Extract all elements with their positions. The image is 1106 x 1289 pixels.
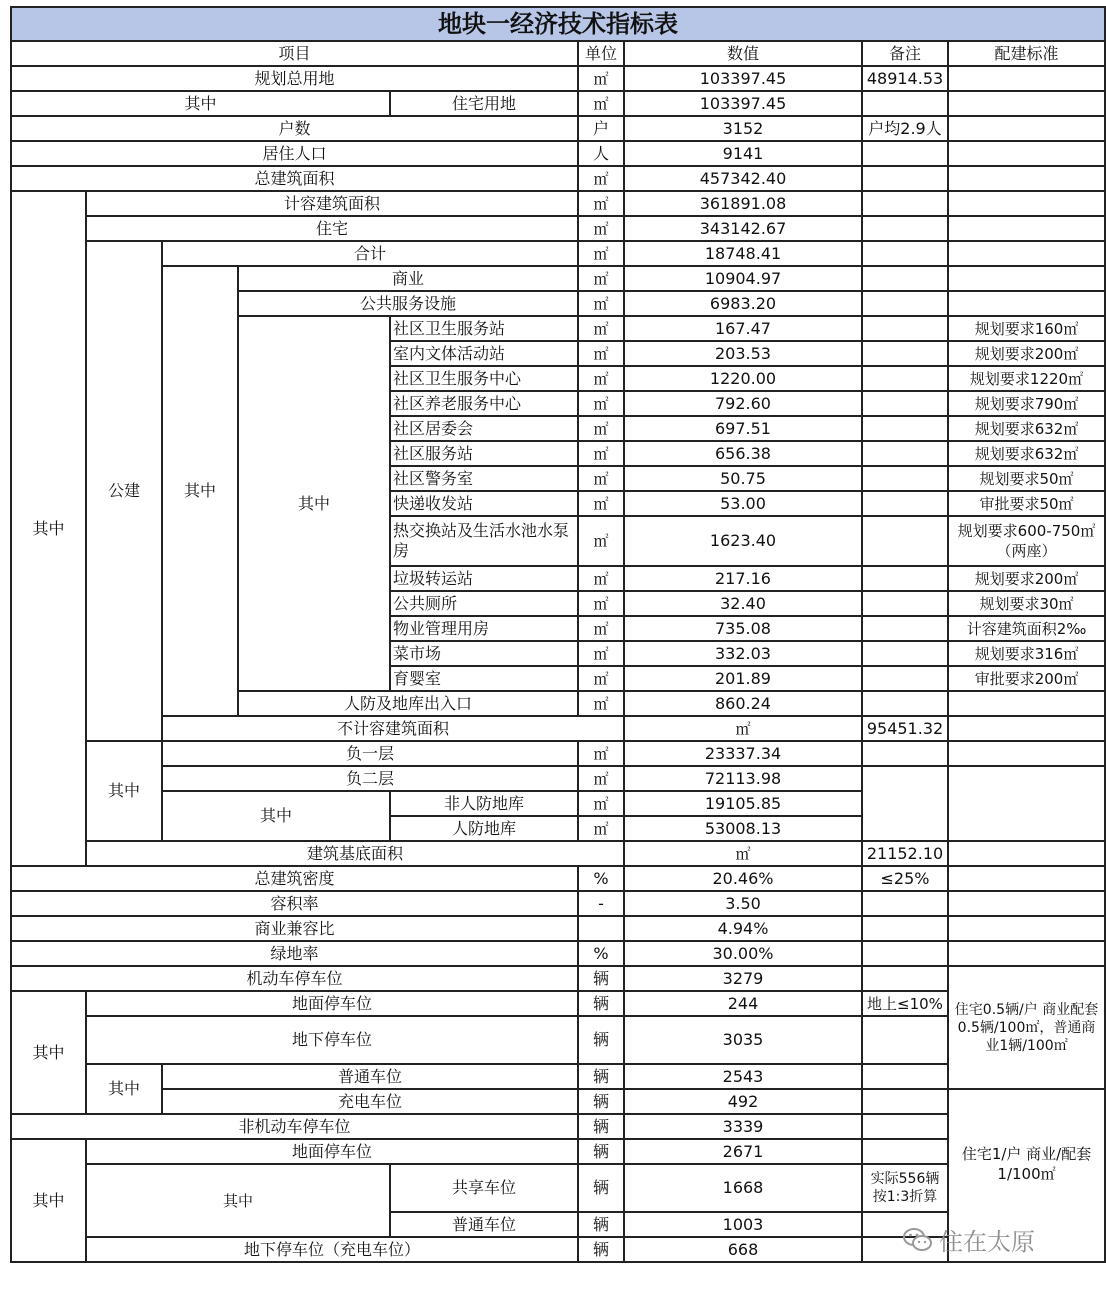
empty-cell <box>948 116 1105 141</box>
table-cell: 规划要求200㎡ <box>948 566 1105 591</box>
empty-cell <box>862 266 948 291</box>
table-cell: ㎡ <box>578 366 624 391</box>
table-cell: 计容建筑面积 <box>86 191 578 216</box>
table-cell: 244 <box>624 991 862 1016</box>
table-cell: ㎡ <box>578 491 624 516</box>
table-cell: 其中 <box>11 991 86 1114</box>
empty-cell <box>862 1016 948 1064</box>
table-cell: 6983.20 <box>624 291 862 316</box>
table-row <box>11 1016 1105 1064</box>
table-cell: 共享车位 <box>390 1164 578 1212</box>
table-cell: ㎡ <box>578 91 624 116</box>
table-cell: 室内文体活动站 <box>390 341 578 366</box>
table-row <box>11 141 1105 166</box>
table-row <box>11 1114 1105 1139</box>
table-cell: 其中 <box>162 266 238 716</box>
table-cell: 668 <box>624 1237 862 1262</box>
empty-cell <box>862 166 948 191</box>
empty-cell <box>948 166 1105 191</box>
wechat-icon <box>903 1227 933 1253</box>
table-cell: 人防及地库出入口 <box>238 691 578 716</box>
table-cell: 公建 <box>86 241 162 741</box>
table-cell: 2671 <box>624 1139 862 1164</box>
table-cell: 20.46% <box>624 866 862 891</box>
table-row <box>11 716 1105 741</box>
table-cell: 辆 <box>578 966 624 991</box>
table-cell: 规划总用地 <box>11 66 578 91</box>
table-row <box>11 741 1105 766</box>
empty-cell <box>948 91 1105 116</box>
table-cell: 辆 <box>578 1089 624 1114</box>
table-cell: 792.60 <box>624 391 862 416</box>
table-cell: 商业兼容比 <box>11 916 578 941</box>
empty-cell <box>862 1114 948 1139</box>
table-cell: 人 <box>578 141 624 166</box>
table-cell: ㎡ <box>578 741 624 766</box>
table-cell: 其中 <box>162 791 390 841</box>
nonmotor-standard-text: 住宅1/户 商业/配套1/100㎡ <box>961 1144 1092 1183</box>
table-cell: 社区服务站 <box>390 441 578 466</box>
table-row <box>11 116 1105 141</box>
table-cell: 计容建筑面积2‰ <box>948 616 1105 641</box>
table-cell: 规划要求160㎡ <box>948 316 1105 341</box>
table-cell: ㎡ <box>578 66 624 91</box>
table-cell: 19105.85 <box>624 791 862 816</box>
table-row <box>11 1089 1105 1114</box>
table-cell: 167.47 <box>624 316 862 341</box>
table-cell: 辆 <box>578 1114 624 1139</box>
table-cell: 1003 <box>624 1212 862 1237</box>
table-row <box>11 916 1105 941</box>
empty-cell <box>862 1089 948 1114</box>
empty-cell <box>862 966 948 991</box>
empty-cell <box>862 766 948 841</box>
table-cell: ㎡ <box>578 816 624 841</box>
table-cell: 其中 <box>11 1139 86 1262</box>
table-cell: 103397.45 <box>624 91 862 116</box>
table-cell: 2543 <box>624 1064 862 1089</box>
table-cell: % <box>578 941 624 966</box>
table-cell: ㎡ <box>578 516 624 566</box>
table-cell: 217.16 <box>624 566 862 591</box>
table-cell: 不计容建筑面积 <box>162 716 624 741</box>
table-cell: 72113.98 <box>624 766 862 791</box>
table-cell: 203.53 <box>624 341 862 366</box>
table-cell: 公共厕所 <box>390 591 578 616</box>
table-cell: 332.03 <box>624 641 862 666</box>
table-cell: 4.94% <box>624 916 862 941</box>
table-cell: 18748.41 <box>624 241 862 266</box>
table-row <box>11 1139 1105 1164</box>
table-row <box>11 1164 1105 1212</box>
table-cell: 育婴室 <box>390 666 578 691</box>
table-cell: ㎡ <box>578 616 624 641</box>
table-cell: 非机动车停车位 <box>11 1114 578 1139</box>
table-cell: 负一层 <box>162 741 578 766</box>
table-cell: ㎡ <box>578 566 624 591</box>
table-cell: 其中 <box>86 1064 162 1114</box>
table-cell: 95451.32 <box>862 716 948 741</box>
table-cell: 103397.45 <box>624 66 862 91</box>
empty-cell <box>948 866 1105 891</box>
table-cell: 1220.00 <box>624 366 862 391</box>
table-row <box>11 166 1105 191</box>
table-cell: ㎡ <box>578 416 624 441</box>
table-cell: ㎡ <box>578 241 624 266</box>
empty-cell <box>948 266 1105 291</box>
table-cell: 社区卫生服务中心 <box>390 366 578 391</box>
table-cell: 其中 <box>11 91 390 116</box>
empty-cell <box>948 916 1105 941</box>
table-cell: 30.00% <box>624 941 862 966</box>
table-cell: ㎡ <box>578 591 624 616</box>
table-cell: 53.00 <box>624 491 862 516</box>
table-cell: 地面停车位 <box>86 1139 578 1164</box>
empty-cell <box>862 666 948 691</box>
table-cell: ㎡ <box>578 166 624 191</box>
table-cell: ㎡ <box>578 766 624 791</box>
empty-cell <box>948 941 1105 966</box>
table-cell: 辆 <box>578 1139 624 1164</box>
indicator-table-sheet <box>10 6 1099 1280</box>
table-cell: 361891.08 <box>624 191 862 216</box>
table-cell: 3279 <box>624 966 862 991</box>
table-cell: 非人防地库 <box>390 791 578 816</box>
table-cell: 居住人口 <box>11 141 578 166</box>
table-cell: ㎡ <box>578 316 624 341</box>
table-cell: 规划要求632㎡ <box>948 416 1105 441</box>
table-cell: ㎡ <box>578 391 624 416</box>
empty-cell <box>948 291 1105 316</box>
table-cell: 社区卫生服务站 <box>390 316 578 341</box>
empty-cell <box>862 291 948 316</box>
empty-cell <box>862 366 948 391</box>
empty-cell <box>862 341 948 366</box>
table-cell: 1668 <box>624 1164 862 1212</box>
empty-cell <box>862 616 948 641</box>
table-cell: 3035 <box>624 1016 862 1064</box>
table-cell: 9141 <box>624 141 862 166</box>
empty-cell <box>862 466 948 491</box>
header-standard: 配建标准 <box>948 41 1105 66</box>
table-cell: 机动车停车位 <box>11 966 578 991</box>
table-cell: 负二层 <box>162 766 578 791</box>
table-row <box>11 266 1105 291</box>
indicator-table <box>10 6 1106 1263</box>
table-cell: 地上≤10% <box>862 991 948 1016</box>
table-cell: 10904.97 <box>624 266 862 291</box>
table-cell: 户均2.9人 <box>862 116 948 141</box>
header-row <box>11 41 1105 66</box>
table-cell: 201.89 <box>624 666 862 691</box>
table-cell: ㎡ <box>578 266 624 291</box>
empty-cell <box>948 891 1105 916</box>
table-cell: 住宅 <box>86 216 578 241</box>
table-cell: ㎡ <box>578 291 624 316</box>
table-cell: 457342.40 <box>624 166 862 191</box>
empty-cell <box>948 141 1105 166</box>
table-cell: 社区警务室 <box>390 466 578 491</box>
table-cell: 其中 <box>86 741 162 841</box>
table-cell: ㎡ <box>578 191 624 216</box>
table-row <box>11 766 1105 791</box>
table-cell: 48914.53 <box>862 66 948 91</box>
empty-cell <box>948 766 1105 841</box>
table-row <box>11 966 1105 991</box>
table-cell: 21152.10 <box>862 841 948 866</box>
table-row <box>11 191 1105 216</box>
table-cell: 规划要求200㎡ <box>948 341 1105 366</box>
empty-cell <box>862 941 948 966</box>
table-cell: 审批要求50㎡ <box>948 491 1105 516</box>
empty-cell <box>862 441 948 466</box>
table-cell: 绿地率 <box>11 941 578 966</box>
table-cell: 合计 <box>162 241 578 266</box>
table-cell: 规划要求30㎡ <box>948 591 1105 616</box>
empty-cell <box>862 1139 948 1164</box>
table-cell: ≤25% <box>862 866 948 891</box>
table-row <box>11 841 1105 866</box>
empty-cell <box>862 416 948 441</box>
table-cell: 总建筑密度 <box>11 866 578 891</box>
empty-cell <box>862 141 948 166</box>
table-cell: 普通车位 <box>162 1064 578 1089</box>
empty-cell <box>948 841 1105 866</box>
table-cell: 规划要求632㎡ <box>948 441 1105 466</box>
empty-cell <box>948 716 1105 741</box>
table-cell: 23337.34 <box>624 741 862 766</box>
watermark <box>903 1222 1035 1257</box>
table-cell: 50.75 <box>624 466 862 491</box>
table-cell: 热交换站及生活水池水泵房 <box>390 516 578 566</box>
table-cell: 规划要求50㎡ <box>948 466 1105 491</box>
table-row <box>11 866 1105 891</box>
empty-cell <box>862 691 948 716</box>
empty-cell <box>948 216 1105 241</box>
empty-cell <box>948 241 1105 266</box>
table-cell: 规划要求1220㎡ <box>948 366 1105 391</box>
table-cell: 菜市场 <box>390 641 578 666</box>
table-cell: 3339 <box>624 1114 862 1139</box>
table-cell: 充电车位 <box>162 1089 578 1114</box>
header-value: 数值 <box>624 41 862 66</box>
table-cell: 1623.40 <box>624 516 862 566</box>
table-cell: ㎡ <box>578 641 624 666</box>
table-cell: 审批要求200㎡ <box>948 666 1105 691</box>
empty-cell <box>862 216 948 241</box>
table-cell: - <box>578 891 624 916</box>
table-cell: 总建筑面积 <box>11 166 578 191</box>
watermark-text: 住在太原 <box>939 1228 1035 1256</box>
table-cell: 户 <box>578 116 624 141</box>
empty-cell <box>862 916 948 941</box>
table-row <box>11 91 1105 116</box>
table-cell: 其中 <box>238 316 390 691</box>
table-cell: 辆 <box>578 1164 624 1212</box>
table-cell: 3.50 <box>624 891 862 916</box>
table-cell: 规划要求316㎡ <box>948 641 1105 666</box>
table-cell: 860.24 <box>624 691 862 716</box>
table-cell: ㎡ <box>624 841 862 866</box>
table-cell: 商业 <box>238 266 578 291</box>
table-cell: 地下停车位 <box>86 1016 578 1064</box>
table-cell: 规划要求790㎡ <box>948 391 1105 416</box>
table-row <box>11 216 1105 241</box>
table-cell: 地下停车位（充电车位） <box>86 1237 578 1262</box>
table-cell: 社区养老服务中心 <box>390 391 578 416</box>
empty-cell <box>948 191 1105 216</box>
table-cell: 辆 <box>578 1064 624 1089</box>
table-cell: ㎡ <box>624 716 862 741</box>
table-cell: 32.40 <box>624 591 862 616</box>
table-cell: ㎡ <box>578 791 624 816</box>
empty-cell <box>862 516 948 566</box>
table-cell: 普通车位 <box>390 1212 578 1237</box>
table-row <box>11 941 1105 966</box>
empty-cell <box>862 391 948 416</box>
table-row <box>11 891 1105 916</box>
table-row <box>11 66 1105 91</box>
table-cell: 公共服务设施 <box>238 291 578 316</box>
table-cell: 实际556辆按1:3折算 <box>862 1164 948 1212</box>
table-row <box>11 1064 1105 1089</box>
empty-cell <box>948 741 1105 766</box>
table-cell: 人防地库 <box>390 816 578 841</box>
empty-cell <box>862 491 948 516</box>
table-cell: 辆 <box>578 991 624 1016</box>
empty-cell <box>862 191 948 216</box>
table-cell: 辆 <box>578 1016 624 1064</box>
table-cell: 697.51 <box>624 416 862 441</box>
table-cell: ㎡ <box>578 216 624 241</box>
table-cell: 其中 <box>11 191 86 866</box>
table-cell: 辆 <box>578 1237 624 1262</box>
table-cell: 户数 <box>11 116 578 141</box>
table-cell: 3152 <box>624 116 862 141</box>
empty-cell <box>862 641 948 666</box>
table-cell: 地面停车位 <box>86 991 578 1016</box>
table-cell: 快递收发站 <box>390 491 578 516</box>
table-cell: ㎡ <box>578 441 624 466</box>
table-cell: 343142.67 <box>624 216 862 241</box>
table-cell: 53008.13 <box>624 816 862 841</box>
table-row <box>11 991 1105 1016</box>
table-cell: ㎡ <box>578 691 624 716</box>
empty-cell <box>862 1064 948 1089</box>
table-cell: 建筑基底面积 <box>86 841 624 866</box>
table-cell: 容积率 <box>11 891 578 916</box>
empty-cell <box>862 241 948 266</box>
header-item: 项目 <box>11 41 578 66</box>
table-cell: 辆 <box>578 1212 624 1237</box>
table-cell: ㎡ <box>578 466 624 491</box>
empty-cell <box>862 91 948 116</box>
table-title: 地块一经济技术指标表 <box>11 7 1105 41</box>
header-unit: 单位 <box>578 41 624 66</box>
empty-cell <box>862 591 948 616</box>
table-cell <box>578 916 624 941</box>
empty-cell <box>862 741 948 766</box>
empty-cell <box>948 691 1105 716</box>
empty-cell <box>862 891 948 916</box>
empty-cell <box>862 316 948 341</box>
empty-cell <box>862 566 948 591</box>
table-cell: 垃圾转运站 <box>390 566 578 591</box>
table-cell: ㎡ <box>578 666 624 691</box>
header-remark: 备注 <box>862 41 948 66</box>
table-cell: 规划要求600-750㎡（两座） <box>948 516 1105 566</box>
empty-cell <box>948 66 1105 91</box>
table-cell: 492 <box>624 1089 862 1114</box>
table-cell: 住宅用地 <box>390 91 578 116</box>
table-cell: % <box>578 866 624 891</box>
table-cell: 656.38 <box>624 441 862 466</box>
table-cell: 物业管理用房 <box>390 616 578 641</box>
motor-parking-standard: 住宅0.5辆/户 商业配套0.5辆/100㎡，普通商业1辆/100㎡ <box>948 966 1105 1089</box>
table-cell: 其中 <box>86 1164 390 1237</box>
table-cell: 735.08 <box>624 616 862 641</box>
table-row <box>11 241 1105 266</box>
table-cell: 社区居委会 <box>390 416 578 441</box>
table-cell: ㎡ <box>578 341 624 366</box>
